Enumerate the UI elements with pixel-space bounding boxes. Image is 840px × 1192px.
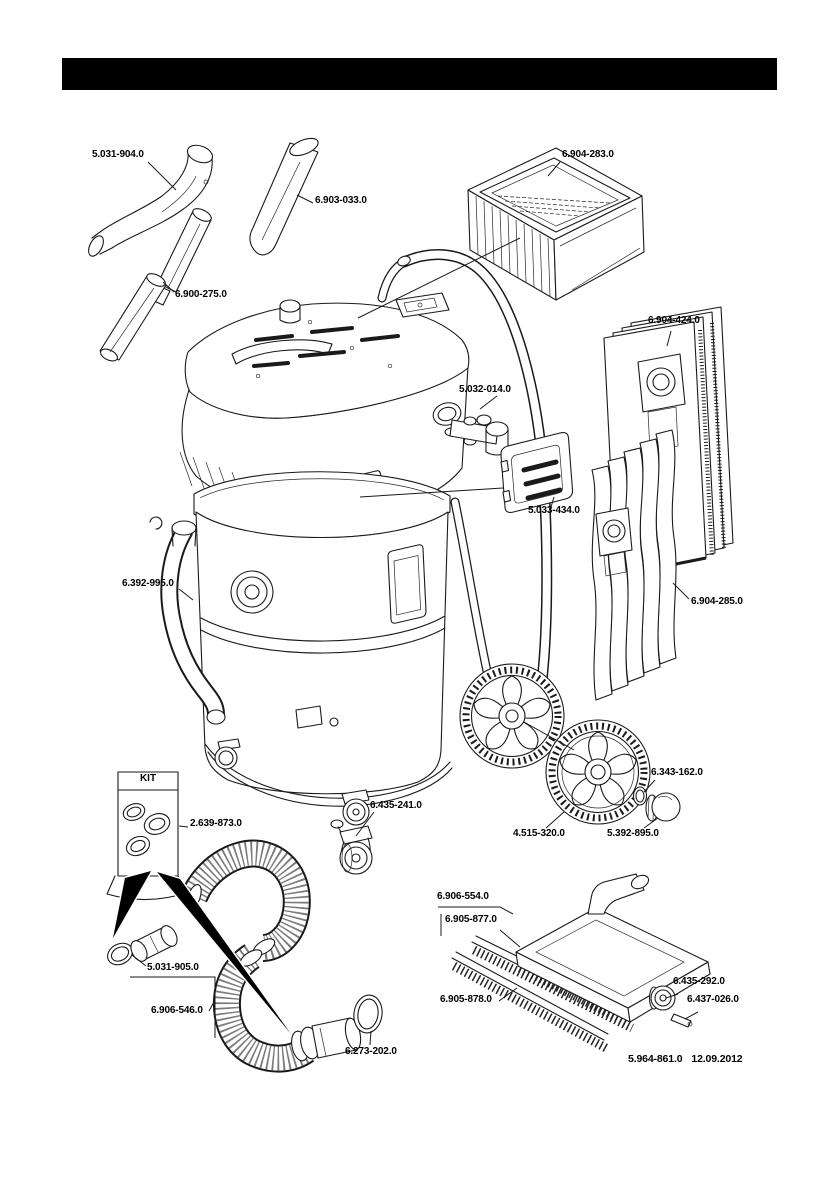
part-label-fleece-filter-bags: 6.904-285.0 — [691, 596, 743, 607]
axle-pin-drawing — [671, 1014, 692, 1027]
part-label-brush-strip: 6.905-877.0 — [445, 914, 497, 925]
part-label-squeegee-strip: 6.905-878.0 — [440, 994, 492, 1005]
floor-nozzle-drawing — [452, 873, 710, 1048]
part-label-paper-filter-bags: 6.904-424.0 — [648, 315, 700, 326]
part-label-axle-pin: 6.437-026.0 — [687, 994, 739, 1005]
part-label-flat-pleated-filter: 6.904-283.0 — [562, 149, 614, 160]
part-label-rear-wheel: 4.515-320.0 — [513, 828, 565, 839]
part-label-caster-wheel: 6.435-241.0 — [370, 800, 422, 811]
spare-rear-wheel-drawing — [546, 720, 650, 824]
part-label-bend-elbow: 5.031-904.0 — [92, 149, 144, 160]
part-label-vent-cover: 5.033-434.0 — [528, 505, 580, 516]
hub-cap-drawing — [646, 793, 680, 821]
document-number: 5.964-861.0 — [628, 1053, 683, 1065]
part-label-drain-hose: 6.392-995.0 — [122, 578, 174, 589]
part-label-hub-cap: 5.392-895.0 — [607, 828, 659, 839]
part-label-suction-hose: 6.906-546.0 — [151, 1005, 203, 1016]
flat-pleated-filter-drawing — [468, 148, 644, 300]
mounted-rear-wheel-drawing — [460, 664, 564, 768]
part-label-hose-clamp-ring: 5.031-905.0 — [147, 962, 199, 973]
document-footer — [628, 1053, 742, 1065]
part-label-o-ring-seal: 6.273-202.0 — [345, 1046, 397, 1057]
part-label-retaining-ring: 6.343-162.0 — [651, 767, 703, 778]
part-label-extension-tubes: 6.900-275.0 — [175, 289, 227, 300]
part-label-tool-holder: 5.032-014.0 — [459, 384, 511, 395]
crevice-nozzle-drawing — [250, 135, 321, 255]
part-label-adapter-kit: 2.639-873.0 — [190, 818, 242, 829]
fleece-filter-bags-drawing — [592, 430, 676, 700]
suction-hose-drawing — [104, 853, 385, 1062]
part-label-crevice-nozzle: 6.903-033.0 — [315, 195, 367, 206]
document-date: 12.09.2012 — [691, 1053, 743, 1065]
retaining-ring-drawing — [634, 787, 647, 805]
part-label-floor-nozzle: 6.906-554.0 — [437, 891, 489, 902]
part-label-nozzle-wheel: 6.435-292.0 — [673, 976, 725, 987]
nozzle-wheel-drawing — [650, 986, 676, 1010]
caster-wheel-drawing — [331, 820, 372, 874]
kit-box-title: KIT — [139, 773, 157, 784]
vent-cover-drawing — [501, 433, 573, 513]
